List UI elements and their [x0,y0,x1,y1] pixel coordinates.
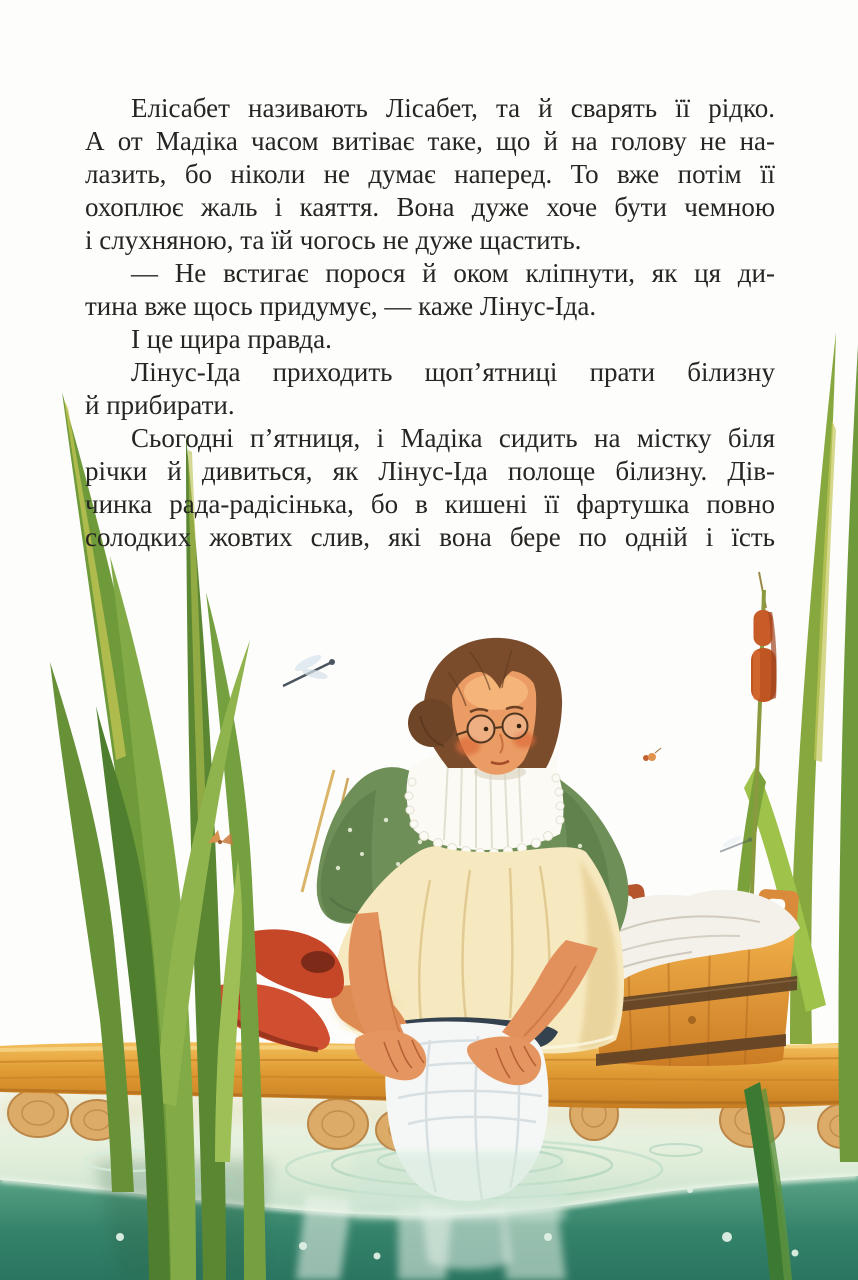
story-line: Лінус-Іда приходить щоп’ятниці прати білизну [131,357,775,387]
paragraph [85,92,775,257]
story-line: річки й дивиться, як Лінус-Іда полоще білизну. Дів- [85,456,775,486]
paragraph [85,323,775,356]
story-line: — Не встигає порося й оком кліпнути, як ця ди- [131,258,775,288]
cattail [750,572,777,938]
story-line: Сьогодні п’ятниця, і Мадіка сидить на містку біля [131,423,775,453]
story-line: І це щира правда. [131,324,332,354]
story-line: і слухняною, та їй чогось не дуже щастить. [85,225,582,255]
paragraph [85,422,775,554]
paragraph [85,257,775,323]
submerged-laundry [420,1200,512,1270]
dragonfly [283,652,335,686]
head [408,638,562,775]
story-line: солодких жовтих слив, які вона бере по одній і їсть [85,522,775,552]
story-line: А от Мадіка часом витіває таке, що й на голову не на- [85,126,775,156]
story-line: тина вже щось придумує, — каже Лінус-Іда. [85,291,597,321]
paragraph [85,356,775,422]
story-line: чинка рада-радісінька, бо в кишені її фартушка повно [85,489,775,519]
story-text [85,0,775,554]
story-line: охоплює жаль і каяття. Вона дуже хоче бути чемною [85,192,775,222]
story-line: лазить, бо ніколи не думає наперед. То вже потім її [85,159,775,189]
story-line: Елісабет називають Лісабет, та й сварять її рідко. [131,93,775,123]
story-line: й прибирати. [85,390,235,420]
small-bug [643,748,661,761]
